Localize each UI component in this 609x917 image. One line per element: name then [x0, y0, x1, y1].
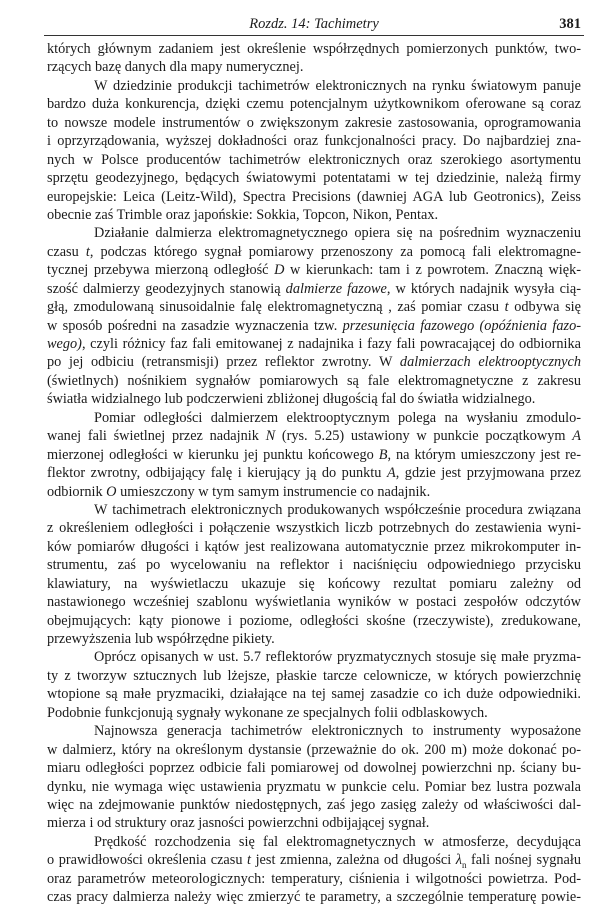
text-line	[47, 888, 581, 906]
text-line	[47, 483, 581, 501]
text-line	[47, 741, 581, 759]
text-segment: bardzo duża konkurencja, dzięki czemu potencjalnym użytkownikom oferowane są coraz	[47, 96, 581, 113]
italic-term: A	[386, 465, 396, 482]
text-segment: szość dalmierzy geodezyjnych stanowią	[47, 280, 286, 297]
text-line	[47, 704, 581, 722]
text-segment: fali nośnej sygnału	[466, 852, 581, 869]
text-segment: , podczas którego sygnał pomiarowy przenoszony za pomocą fali elektromagne-	[89, 243, 581, 260]
text-segment: przewyższenia lub współrzędne pikiety.	[47, 631, 275, 647]
italic-term: t	[247, 852, 252, 869]
text-segment: głą, zmodulowaną sinusoidalnie falę elektromagnetyczną , zaś pomiar czasu	[47, 299, 505, 316]
text-line	[47, 501, 581, 519]
text-line	[47, 335, 581, 353]
text-segment: z określeniem odległości i połączenie wszystkich liczb potrzebnych do zestawienia wyni-	[47, 520, 581, 537]
text-line	[47, 446, 581, 464]
text-line	[47, 612, 581, 630]
text-line	[47, 538, 581, 556]
running-header	[47, 14, 581, 34]
text-line	[47, 298, 581, 316]
text-segment: W tachimetrach elektronicznych produkowanych współcześnie procedura związana	[94, 501, 581, 518]
text-segment: , na którym umieszczony jest re-	[387, 446, 581, 463]
text-line	[47, 575, 581, 593]
text-line	[47, 464, 581, 482]
text-segment: flektor zwrotny, odbijający falę i kierujący ją do punktu	[47, 465, 387, 482]
text-segment: Pomiar odległości dalmierzem elektrooptycznym polega na wysłaniu zmodulo-	[94, 409, 581, 426]
text-segment: rzących bazę danych dla mapy numerycznej.	[47, 59, 304, 76]
italic-term: t	[85, 243, 90, 260]
text-segment: w kierunkach: tam i z powrotem. Znaczną więk-	[284, 262, 582, 279]
page-number: 381	[559, 16, 581, 32]
text-segment: klawiatury, na wyświetlaczu ukazuje się końcowy rezultat pomiaru zależny od	[47, 575, 581, 592]
text-line	[47, 778, 581, 796]
text-line	[47, 409, 581, 427]
body-text	[47, 40, 581, 907]
text-segment: , gdzie jest przyjmowana przez	[395, 465, 581, 482]
text-line	[47, 722, 581, 740]
text-segment: mierzonej odległości w kierunku jej punktu końcowego	[47, 446, 379, 463]
text-segment: Podobnie funkcjonują sygnały wykonane ze specjalnych folii odblaskowych.	[47, 704, 488, 721]
italic-term: A	[572, 428, 581, 445]
text-line	[47, 169, 581, 187]
text-line	[47, 188, 581, 206]
text-line	[47, 114, 581, 132]
italic-term: O	[106, 483, 117, 500]
text-segment: europejskie: Leica (Leitz-Wild), Spectra Precisions (dawniej AGA lub Geotronics), Zeiss	[47, 188, 581, 205]
italic-term: t	[504, 299, 509, 316]
italic-term: przesunięcia fazowego (opóźnienia fazo-	[342, 317, 581, 334]
text-line	[47, 40, 581, 58]
text-segment: tycznej przebywa mierzoną odległość	[47, 262, 275, 279]
text-segment: światła widzialnego lub podczerwieni zbliżonej długością fal do światła widzialnego.	[47, 391, 536, 408]
text-segment: o prawidłowości określenia czasu	[47, 852, 248, 869]
text-segment: czasu	[47, 243, 86, 260]
text-segment: Najnowsza generacja tachimetrów elektronicznych to instrumenty wyposażone	[94, 723, 581, 740]
text-line	[47, 261, 581, 279]
text-line	[47, 593, 581, 611]
text-line	[47, 317, 581, 335]
text-segment: więc na zdejmowanie punktów niedostępnych, zaś jego zasięg zależy od właściwości dal-	[47, 796, 581, 813]
text-line	[47, 243, 581, 261]
text-segment: w sposób pośredni na zasadzie wyznaczenia tzw.	[47, 317, 343, 334]
text-line	[47, 224, 581, 242]
text-line	[47, 519, 581, 537]
text-segment: strumentu, zaś po wycelowaniu na reflektor i naciśnięciu odpowiedniego przycisku	[47, 557, 581, 574]
text-segment: , w których nadajnik wysyła cią-	[386, 280, 581, 297]
text-line	[47, 427, 581, 445]
text-segment: obecnie zaś Trimble oraz japońskie: Sokkia, Topcon, Nikon, Pentax.	[47, 206, 439, 223]
text-line	[47, 759, 581, 777]
text-segment: jest zmienna, zależna od długości	[251, 852, 456, 869]
text-line	[47, 372, 581, 390]
text-line	[47, 870, 581, 888]
text-segment: których głównym zadaniem jest określenie współrzędnych pomierzonych punktów, two-	[47, 41, 581, 57]
text-line	[47, 95, 581, 113]
text-line	[47, 796, 581, 814]
text-segment: odbiornik	[47, 483, 107, 500]
text-line	[47, 851, 581, 869]
text-segment: Prędkość rozchodzenia się fal elektromagnetycznych w atmosferze, decydująca	[94, 833, 581, 850]
text-segment: , czyli różnicy faz fali emitowanej z nadajnika i fazy fali powracającej do odbiornika	[81, 336, 581, 352]
text-segment: Oprócz opisanych w ust. 5.7 reflektorów pryzmatycznych stosuje się małe pryzma-	[94, 649, 581, 666]
text-line	[47, 685, 581, 703]
text-line	[47, 77, 581, 95]
text-line	[47, 390, 581, 408]
text-segment: Działanie dalmierza elektromagnetycznego opiera się na pośrednim wyznaczeniu	[94, 225, 581, 242]
text-line	[47, 280, 581, 298]
italic-term: D	[274, 262, 285, 279]
italic-term: dalmierze fazowe	[285, 280, 387, 297]
text-segment: (świetlnych) nośnikiem sygnałów pomiarowych są fale elektromagnetyczne z zakresu	[47, 372, 581, 389]
text-segment: po jej odbiciu (retransmisji) przez reflektor zwrotny. W	[47, 354, 400, 371]
text-segment: W dziedzinie produkcji tachimetrów elektronicznych na rynku światowym panuje	[94, 77, 581, 94]
text-segment: sprzętu geodezyjnego, będących światowymi potentatami w tej dziedzinie, należą firmy	[47, 170, 581, 187]
text-segment: czas pracy dalmierza należy więc zmierzyć te parametry, a szczególnie temperaturę powie-	[47, 889, 581, 906]
text-segment: to nowsze modele instrumentów o zwiększonym zakresie zastosowania, oprogramowania	[47, 114, 581, 131]
text-segment: odbywa się	[508, 299, 581, 316]
text-line	[47, 667, 581, 685]
italic-term: dalmierzach elektrooptycznych	[399, 354, 582, 371]
text-segment: obejmujących: kąty pionowe i poziome, odległości skośne (rzeczywiste), zredukowane,	[47, 612, 581, 629]
text-segment: nych w Polsce producentów tachimetrów elektronicznych oraz szerokiego asortymentu	[47, 151, 581, 168]
text-segment: ty z tworzyw sztucznych lub lżejsze, płaskie tarcze celownicze, w których powierzchnię	[47, 667, 581, 684]
text-segment: nastawionego wcześniej szablonu wyświetlania wyników w postaci zespołów odczytów	[47, 594, 581, 611]
text-line	[47, 648, 581, 666]
text-segment: ków pomiarów długości i kątów jest realizowana automatycznie przez mikrokomputer in-	[47, 538, 581, 555]
text-segment: wtopione są małe pryzmaciki, działające na tej samej zasadzie co ich duże odpowiedniki.	[47, 686, 581, 703]
text-segment: mierza i od struktury oraz jasności powierzchni odbijającej sygnał.	[47, 815, 430, 832]
text-line	[47, 556, 581, 574]
italic-term: λ	[455, 852, 462, 869]
text-segment: (rys. 5.25) ustawiony w punkcie początkowym	[275, 428, 573, 445]
text-line	[47, 206, 581, 224]
text-segment: wanej fali świetlnej przez nadajnik	[47, 428, 266, 445]
text-line	[47, 814, 581, 832]
header-rule	[44, 35, 584, 36]
text-segment: umieszczony w tym samym instrumencie co nadajnik.	[116, 483, 431, 500]
text-line	[47, 353, 581, 371]
text-segment: dynku, nie wymaga więc ustawienia pryzmatu w punkcie celu. Pomiar bez lustra pozwala	[47, 778, 581, 795]
italic-term: N	[265, 428, 276, 445]
text-line	[47, 132, 581, 150]
text-line	[47, 58, 581, 76]
chapter-title: Rozdz. 14: Tachimetry	[249, 16, 379, 32]
text-segment: miaru odległości poprzez odbicie fali pomiarowej od dowolnej powierzchni np. ściany bu-	[47, 760, 581, 777]
italic-term: B	[378, 446, 388, 463]
text-line	[47, 151, 581, 169]
text-line	[47, 630, 581, 648]
text-segment: w dalmierz, który na określonym dystansie (przeważnie do ok. 200 m) może dokonać po-	[47, 741, 581, 758]
text-segment: i oprzyrządowania, wyższej dokładności oraz funkcjonalności pracy. Do najbardziej zna-	[47, 133, 581, 150]
italic-term: n	[461, 860, 467, 871]
text-line	[47, 833, 581, 851]
text-segment: oraz parametrów meteorologicznych: temperatury, ciśnienia i wilgotności powietrza. Pod-	[47, 870, 581, 887]
italic-term: wego)	[47, 336, 82, 352]
